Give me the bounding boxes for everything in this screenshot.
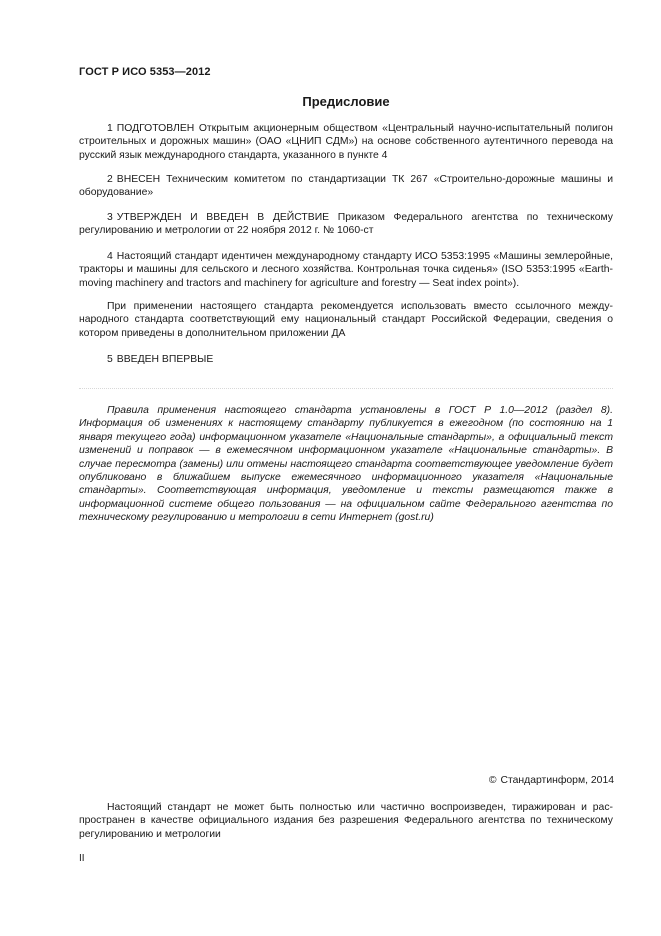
section-text: При применении настоящего стандарта рекомендуется использовать вместо ссылочного международного стандарта соответствующий ему национальный стандарт Российской Федерации, сведения о котором приведены в дополнительном приложении ДА: [79, 301, 613, 339]
section-4: [79, 250, 613, 290]
page-number: II: [79, 853, 85, 864]
copyright-symbol: ©: [488, 775, 497, 786]
rules-note: Правила применения настоящего стандарта установлены в ГОСТ Р 1.0—2012 (раздел 8). Информация об изменениях к настоящему стандарту публикуется в ежегодном (по состоянию на 1 января текущего года) информационном указателе «Национальные стандарты», а официальный текст изменений и поправок — в ежемесячном информационном указателе «Национальные стандарты». В случае пересмотра (замены) или отмены настоящего стандарта соответствующее уведомление будет опубликовано в ближайшем выпуске ежемесячного информационного указателя «Национальные стандарты». Соответствующая информация, уведомление и тексты размещаются также в информационной системе общего пользования — на официальном сайте Федерального агентства по техническому регулированию и метрологии в сети Интернет (gost.ru): [79, 405, 613, 524]
section-number: 2: [107, 174, 113, 185]
copyright-text: Стандартинформ, 2014: [500, 775, 614, 786]
section-number: 4: [107, 251, 113, 262]
section-2: [79, 173, 613, 200]
copyright-line: [489, 775, 614, 786]
page-title: Предисловие: [302, 94, 390, 109]
section-text: ПОДГОТОВЛЕН Открытым акционерным обществом «Центральный научно-испытательный полигон строительных и дорожных машин» (ОАО «ЦНИП СДМ») на основе собственного аутентичного перевода на русский язык международного стандарта, указанного в пункте 4: [79, 123, 613, 161]
section-5: [79, 353, 613, 366]
section-number: 3: [107, 212, 113, 223]
section-text: ВНЕСЕН Техническим комитетом по стандартизации ТК 267 «Строительно-дорожные машины и оборудование»: [79, 174, 613, 199]
section-text: ВВЕДЕН ВПЕРВЫЕ: [116, 354, 214, 365]
document-code: ГОСТ Р ИСО 5353—2012: [79, 66, 211, 78]
separator-line: [79, 388, 613, 389]
reproduction-notice: Настоящий стандарт не может быть полностью или частично воспроизведен, тиражирован и распространен в качестве официального издания без разрешения Федерального агентства по техническому регулированию и метрологии: [79, 802, 613, 840]
section-1: [79, 122, 613, 162]
section-text: УТВЕРЖДЕН И ВВЕДЕН В ДЕЙСТВИЕ Приказом Федерального агентства по техническому регулированию и метрологии от 22 ноября 2012 г. № 1060-ст: [79, 212, 613, 237]
section-3: [79, 211, 613, 238]
section-text: Настоящий стандарт идентичен международному стандарту ИСО 5353:1995 «Машины землеройные, тракторы и машины для сельского и лесного хозяйства. Контрольная точка сиденья» (ISO 5353:1995 «Earth-moving machinery and tractors and machinery for agriculture and forestry — Seat index point»).: [79, 251, 613, 289]
section-number: 5: [107, 354, 113, 365]
section-number: 1: [107, 123, 113, 134]
section-4-note: [79, 300, 613, 340]
